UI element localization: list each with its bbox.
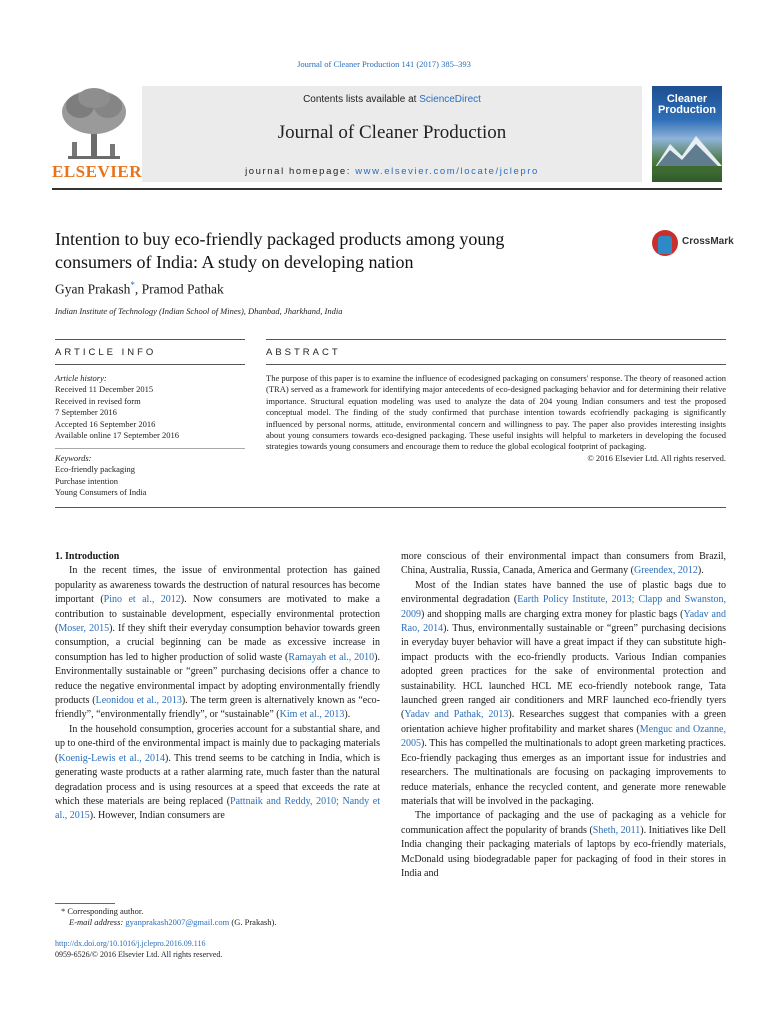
reference-link[interactable]: Sheth, 2011: [592, 824, 641, 836]
abstract-body: [266, 373, 726, 464]
reference-link[interactable]: Moser, 2015: [58, 623, 110, 635]
author-name: Gyan Prakash: [55, 281, 131, 297]
cover-title: [652, 94, 722, 116]
email-link[interactable]: gyanprakash2007@gmail.com: [125, 917, 230, 927]
homepage-line: [142, 166, 642, 177]
text-run: ). This trend seems to be catching in India, which is generating waste products at a rather alarming rate, much faster than the natural degradation process and is using resources at a speed that exceeds the rate at which these materials are being replaced (: [55, 752, 381, 807]
keyword: Young Consumers of India: [55, 487, 147, 498]
footnote: [55, 906, 380, 928]
journal-citation[interactable]: Journal of Cleaner Production 141 (2017) 385–393: [297, 59, 471, 69]
text-run: ). Initiatives like Dell India changing their packaging materials of laptops by eco-friendly materials, McDonald using biodegradable paper for packaging of food in their stores in India and: [401, 824, 726, 879]
text-run: ).: [697, 565, 704, 577]
text-run: ). This has compelled the multinationals to adopt green marketing practices. Eco-friendly packaging thus emerges as an important issue for industries and researchers. The multinationals are focusing on packaging improvements to reduce materials, enhance the recycled content, and generate more renewable materials that will be involved in the packaging.: [401, 738, 726, 807]
history-item: Available online 17 September 2016: [55, 430, 180, 441]
journal-cover-image[interactable]: [652, 86, 722, 182]
paragraph: [55, 564, 380, 722]
crossmark-label: CrossMark: [682, 236, 734, 247]
reference-link[interactable]: Yadav and Rao, 2014: [401, 608, 726, 635]
journal-masthead: [52, 86, 722, 184]
cover-title-line1: Cleaner: [666, 93, 708, 105]
reference-link[interactable]: Menguc and Ozanne, 2005: [401, 723, 726, 750]
article-title-line2: consumers of India: A study on developing nation: [55, 252, 414, 272]
reference-link[interactable]: Yadav and Pathak, 2013: [404, 709, 509, 721]
text-run: more conscious of their environmental impact than consumers from Brazil, China, Australia, Russia, Canada, America and Germany (: [401, 551, 726, 577]
masthead-divider: [52, 188, 722, 190]
crossmark-badge[interactable]: [652, 228, 732, 260]
abstract-text: The purpose of this paper is to examine the influence of ecodesigned packaging on consumers' response. The theory of reasoned action (TRA) served as a framework for identifying major antecedents of eco-designed packaging behavior and for determining their relative importance. Structural equation modeling was used to analyze the data of 204 young Indian consumers and test the proposed conceptual model. The finding of the study confirmed that purchase intention towards ecofriendly packaging is significantly influenced by personal norms, attitude, environmental concern and willingness to pay. The paper also provides interesting insights about young consumers towards eco-designed packaging. These useful insights will helpful to marketers in developing the focused strategies towards young consumers and encourage them to reduce the global ecological footprint of packaging.: [266, 373, 726, 452]
publisher-name: ELSEVIER: [52, 162, 142, 181]
author-list: [55, 280, 224, 298]
history-item: Accepted 16 September 2016: [55, 418, 156, 429]
reference-link[interactable]: Ramayah et al., 2010: [288, 651, 375, 663]
keywords-rule: [55, 448, 245, 449]
keywords-label: Keywords:: [55, 453, 92, 463]
author-separator: ,: [134, 281, 142, 297]
homepage-prefix: journal homepage:: [245, 166, 356, 177]
paragraph: [401, 809, 726, 881]
reference-link[interactable]: Pattnaik and Reddy, 2010; Nandy et al., 2015: [55, 795, 380, 822]
email-suffix: (G. Prakash).: [229, 917, 277, 927]
corresponding-author-mark[interactable]: *: [130, 280, 135, 290]
body-column-right: [401, 550, 726, 881]
article-history: [55, 373, 245, 441]
masthead-band: [142, 86, 642, 182]
reference-link[interactable]: Pino et al., 2012: [103, 594, 181, 606]
text-run: Most of the Indian states have banned the use of plastic bags due to environmental degradation (: [401, 579, 726, 606]
body-column-left: [55, 550, 380, 824]
history-item: Received in revised form: [55, 395, 141, 406]
cover-title-line2: Production: [657, 104, 717, 116]
mountain-icon: [652, 132, 722, 172]
contents-prefix: Contents lists available at: [303, 94, 420, 105]
keyword: Purchase intention: [55, 475, 119, 486]
article-title: [55, 228, 615, 274]
section-heading: 1. Introduction: [55, 551, 120, 562]
publisher-logo[interactable]: [52, 86, 142, 182]
elsevier-tree-icon: [58, 86, 130, 162]
reference-link[interactable]: Earth Policy Institute, 2013; Clapp and Swanston, 2009: [401, 594, 727, 620]
text-run: ). Environmentally sustainable or “green” purchasing decisions offer a chance to reduce the negative environmental impact by adopting environmentally friendly products (: [55, 651, 380, 707]
text-run: ). Now consumers are motivated to make a contribution to sustainable development, especially environmental protection (: [55, 594, 380, 635]
abstract-heading: ABSTRACT: [266, 347, 341, 358]
doi-link[interactable]: http://dx.doi.org/10.1016/j.jclepro.2016.09.116: [55, 939, 206, 948]
history-item: Received 11 December 2015: [55, 384, 154, 395]
text-run: ) and shopping malls are charging extra money for plastic bags (: [421, 608, 684, 620]
text-run: ). If they shift their everyday consumption behavior towards green consumption, a crucial beginning can be made as excessive increase in consumption has led to higher production of solid waste (: [55, 623, 380, 663]
reference-link[interactable]: Kim et al., 2013: [279, 709, 345, 721]
footnote-rule: [55, 903, 115, 904]
history-item: 7 September 2016: [55, 407, 117, 418]
keyword: Eco-friendly packaging: [55, 464, 136, 475]
homepage-link[interactable]: www.elsevier.com/locate/jclepro: [355, 166, 539, 177]
article-info-subrule: [55, 364, 245, 365]
abstract-rule: [266, 339, 726, 340]
text-run: ). The term green is alternatively known as “eco-friendly”, “environmentally friendly”, or “sustainable” (: [55, 695, 380, 721]
journal-title: Journal of Cleaner Production: [277, 122, 507, 143]
article-info-rule: [55, 339, 245, 340]
reference-link[interactable]: Koenig-Lewis et al., 2014: [58, 752, 166, 764]
email-label: E-mail address:: [69, 917, 126, 927]
affiliation: Indian Institute of Technology (Indian School of Mines), Dhanbad, Jharkhand, India: [55, 306, 343, 316]
reference-link[interactable]: Leonidou et al., 2013: [95, 695, 182, 707]
reference-link[interactable]: Greendex, 2012: [634, 565, 698, 577]
history-label: Article history:: [55, 373, 107, 383]
article-title-line1: Intention to buy eco-friendly packaged products among young: [55, 229, 505, 249]
paragraph: [401, 550, 726, 579]
text-run: ).: [344, 709, 351, 721]
text-run: In the household consumption, groceries account for a substantial share, and up to one-third of the environmental impact is mainly due to packaging materials (: [55, 723, 380, 764]
crossmark-icon: [652, 230, 678, 256]
author-name: Pramod Pathak: [141, 281, 224, 297]
keywords: [55, 453, 245, 499]
article-identifiers: [55, 939, 222, 960]
front-matter-bottom-rule: [55, 507, 726, 508]
text-run: In the recent times, the issue of environmental protection has gained popularity as awareness towards the destruction of natural resources has become important (: [55, 565, 380, 606]
email-line: [55, 917, 380, 928]
corresponding-author-note: * Corresponding author.: [61, 906, 144, 916]
contents-line: [142, 94, 642, 105]
paragraph: [55, 723, 380, 824]
paragraph: [401, 579, 726, 810]
text-run: The importance of packaging and the use of packaging as a vehicle for communication affect the popularity of brands (: [401, 810, 726, 836]
text-run: ). Researches suggest that companies with a green orientation achieve higher profitability and market shares (: [401, 709, 726, 735]
copyright-line: © 2016 Elsevier Ltd. All rights reserved.: [587, 452, 726, 463]
abstract-subrule: [266, 364, 726, 365]
issn-line: 0959-6526/© 2016 Elsevier Ltd. All rights reserved.: [55, 949, 223, 959]
text-run: ). Thus, environmentally sustainable or “green” purchasing decisions in everyday buyer behavior will have a great impact if they can substitute high-impact products with the eco-friendly products. Various Indian companies adopted green practices for the sake of environmental protection and sustainability. HCL launched HCL ME eco-friendly notebook range, Tata launched green ranged air conditioners and MRF launched eco-friendly tyers (: [401, 623, 726, 721]
article-info-heading: ARTICLE INFO: [55, 347, 157, 358]
text-run: ). However, Indian consumers are: [89, 810, 225, 822]
sciencedirect-link[interactable]: ScienceDirect: [419, 94, 481, 105]
